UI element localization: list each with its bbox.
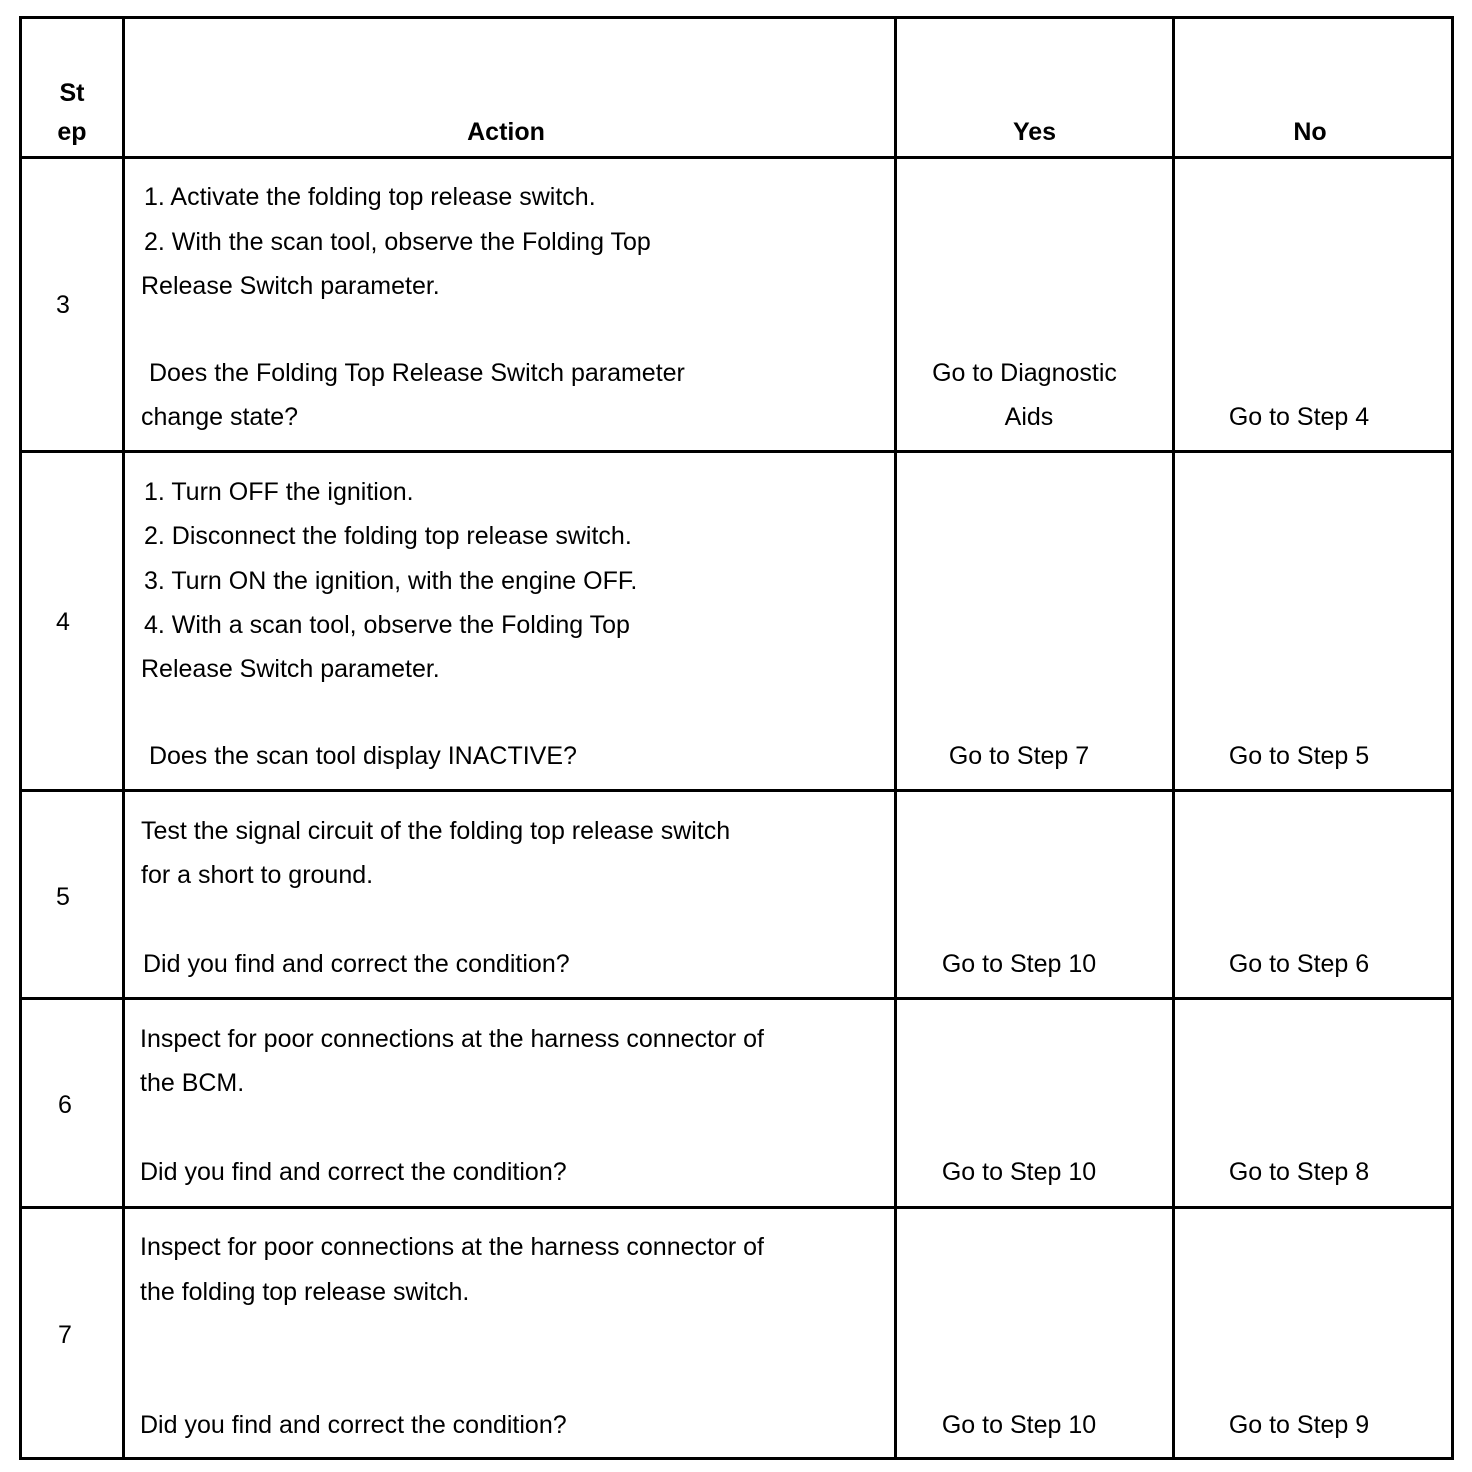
no-result: Go to Step 8 — [1228, 1158, 1370, 1186]
step-number: 3 — [56, 291, 70, 319]
row-divider-3 — [22, 450, 1451, 453]
no-result: Go to Step 6 — [1228, 950, 1370, 978]
question-line: Did you find and correct the condition? — [140, 1411, 567, 1439]
diagnostic-table — [19, 16, 1454, 1460]
action-line: 3. Turn ON the ignition, with the engine OFF. — [144, 567, 638, 595]
row-divider-6 — [22, 1206, 1451, 1209]
question-line: Does the scan tool display INACTIVE? — [142, 742, 577, 770]
row-divider-5 — [22, 997, 1451, 1000]
action-line: 4. With a scan tool, observe the Folding Top — [144, 611, 630, 639]
no-result: Go to Step 9 — [1228, 1411, 1370, 1439]
question-line: change state? — [141, 403, 299, 431]
action-line: Release Switch parameter. — [141, 272, 440, 300]
yes-result: Go to Step 10 — [941, 1158, 1097, 1186]
header-action: Action — [467, 118, 545, 146]
step-number: 6 — [58, 1091, 72, 1119]
yes-result: Go to Step 10 — [941, 950, 1097, 978]
action-line: Release Switch parameter. — [141, 655, 440, 683]
column-divider-yes — [1172, 19, 1175, 1457]
action-line: for a short to ground. — [141, 861, 374, 889]
header-yes: Yes — [1012, 118, 1057, 146]
yes-result: Go to Step 10 — [941, 1411, 1097, 1439]
no-result: Go to Step 4 — [1228, 403, 1370, 431]
action-line: the folding top release switch. — [140, 1278, 470, 1306]
row-divider-header — [22, 156, 1451, 159]
question-line: Did you find and correct the condition? — [143, 950, 570, 978]
header-step: St — [59, 79, 85, 107]
action-line: Test the signal circuit of the folding top release switch — [141, 817, 731, 845]
step-number: 4 — [56, 608, 70, 636]
action-line: Inspect for poor connections at the harness connector of — [140, 1025, 764, 1053]
yes-result: Go to Step 7 — [948, 742, 1090, 770]
row-divider-4 — [22, 789, 1451, 792]
header-step-cont: ep — [57, 118, 87, 146]
yes-result: Aids — [1004, 403, 1054, 431]
action-line: the BCM. — [140, 1069, 245, 1097]
no-result: Go to Step 5 — [1228, 742, 1370, 770]
column-divider-action — [894, 19, 897, 1457]
header-no: No — [1293, 118, 1327, 146]
step-number: 7 — [58, 1321, 72, 1349]
action-line: 2. With the scan tool, observe the Folding Top — [144, 228, 651, 256]
column-divider-step — [122, 19, 125, 1457]
action-line: 2. Disconnect the folding top release switch. — [144, 522, 632, 550]
question-line: Does the Folding Top Release Switch parameter — [142, 359, 685, 387]
step-number: 5 — [56, 883, 70, 911]
action-line: 1. Activate the folding top release switch. — [144, 183, 596, 211]
yes-result: Go to Diagnostic — [932, 359, 1117, 387]
question-line: Did you find and correct the condition? — [140, 1158, 567, 1186]
action-line: 1. Turn OFF the ignition. — [144, 478, 414, 506]
action-line: Inspect for poor connections at the harness connector of — [140, 1233, 764, 1261]
